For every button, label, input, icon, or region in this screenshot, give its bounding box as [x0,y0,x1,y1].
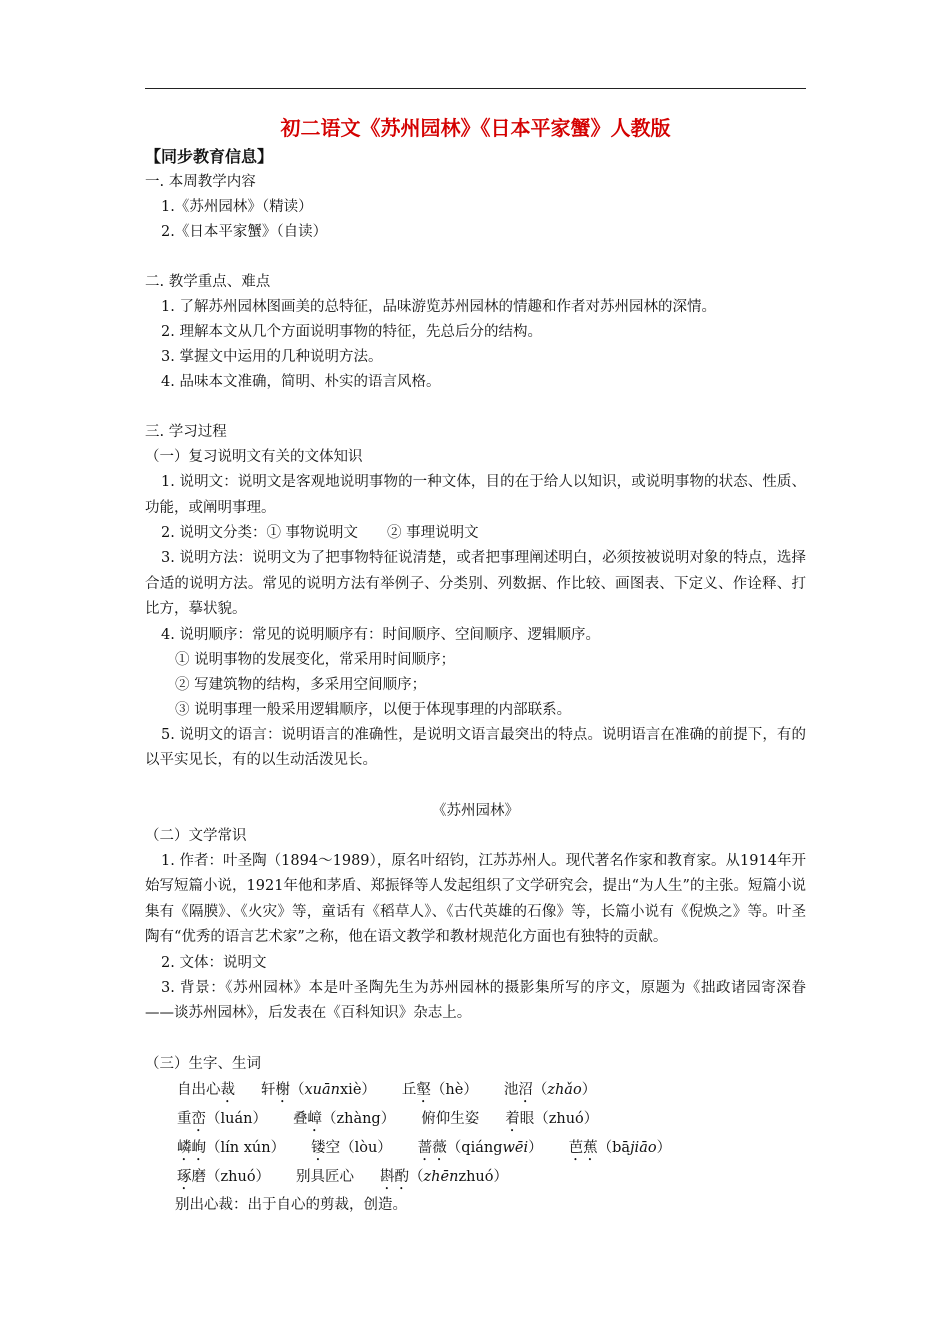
part3-subheading: （一）复习说明文有关的文体知识 [145,449,363,465]
part3-paragraph: 2. 说明文分类：① 事物说明文 ② 事理说明文 [161,525,479,541]
vocabulary-row [145,1164,806,1193]
vocabulary-item: 丘壑（hè） [401,1081,478,1098]
vocabulary-list [145,1077,806,1193]
vocabulary-item: 芭蕉（bājiāo） [568,1139,672,1156]
part4-paragraph: 1. 作者：叶圣陶（1894～1989），原名叶绍钧，江苏苏州人。现代著名作家和教育家。从1914年开始写短篇小说，1921年他和茅盾、郑振铎等人发起组织了文学研究会，提出“为人生”的主张。短篇小说集有《隔膜》、《火灾》等，童话有《稻草人》、《古代英雄的石像》等，长篇小说有《倪焕之》等。叶圣陶有“优秀的语言艺术家”之称，他在语文教学和教材规范化方面也有独特的贡献。 [145,852,806,945]
part2-item: 4. 品味本文准确，简明、朴实的语言风格。 [161,374,441,390]
part2-item: 3. 掌握文中运用的几种说明方法。 [161,349,383,365]
vocabulary-item: 轩榭（xuānxiè） [261,1081,376,1098]
part3-paragraph: 3. 说明方法：说明文为了把事物特征说清楚，或者把事理阐述明白，必须按被说明对象的特点，选择合适的说明方法。常见的说明方法有举例子、分类别、列数据、作比较、画图表、下定义、作诠释、打比方，摹状貌。 [145,550,806,617]
vocabulary-item: 嶙峋（lín xún） [177,1139,286,1156]
part2-item: 2. 理解本文从几个方面说明事物的特征，先总后分的结构。 [161,324,542,340]
vocabulary-definition: 别出心裁：出于自心的剪裁，创造。 [175,1196,407,1213]
part2-heading: 二. 教学重点、难点 [145,274,271,290]
vocabulary-row [145,1135,806,1164]
header-rule [145,88,806,89]
vocabulary-item: 重峦（luán） [177,1110,267,1127]
part3-subitem: ① 说明事物的发展变化，常采用时间顺序； [175,651,456,668]
part3-subitem: ② 写建筑物的结构，多采用空间顺序； [175,676,427,693]
vocabulary-item: 自出心裁 [177,1081,235,1098]
part2-item: 1. 了解苏州园林图画美的总特征，品味游览苏州园林的情趣和作者对苏州园林的深情。 [161,299,716,315]
part5-subheading: （三）生字、生词 [145,1055,261,1072]
vocabulary-item: 镂空（lòu） [311,1139,392,1156]
vocabulary-item: 俯仰生姿 [421,1110,480,1127]
part3-paragraph: 4. 说明顺序：常见的说明顺序有：时间顺序、空间顺序、逻辑顺序。 [161,626,600,643]
vocabulary-item: 斟酌（zhēnzhuó） [380,1168,508,1185]
vocabulary-item: 琢磨（zhuó） [177,1168,271,1185]
document-page [145,112,806,1218]
part3-paragraph: 1. 说明文：说明文是客观地说明事物的一种文体，目的在于给人以知识，或说明事物的状态、性质、功能，或阐明事理。 [145,474,806,516]
vocabulary-row [145,1106,806,1135]
part1-item: 2.《日本平家蟹》（自读） [161,224,328,240]
vocabulary-item: 叠嶂（zhàng） [292,1110,396,1127]
vocabulary-item: 着眼（zhuó） [505,1110,599,1127]
section-center-title: 《苏州园林》 [432,802,519,819]
vocabulary-item: 别具匠心 [296,1168,355,1185]
part4-subheading: （二）文学常识 [145,827,247,844]
part4-paragraph: 3. 背景：《苏州园林》本是叶圣陶先生为苏州园林的摄影集所写的序文，原题为《拙政诸园寄深眷——谈苏州园林》，后发表在《百科知识》杂志上。 [145,979,806,1021]
part3-subitem: ③ 说明事理一般采用逻辑顺序，以便于体现事理的内部联系。 [175,701,572,718]
part4-paragraph: 2. 文体：说明文 [161,954,267,971]
vocabulary-item: 蔷薇（qiángwēi） [417,1139,543,1156]
part3-paragraph: 5. 说明文的语言：说明语言的准确性，是说明文语言最突出的特点。说明语言在准确的前提下，有的以平实见长，有的以生动活泼见长。 [145,726,806,768]
document-title: 初二语文《苏州园林》《日本平家蟹》人教版 [280,116,671,140]
section-tag: 【同步教育信息】 [145,147,274,166]
vocabulary-row [145,1077,806,1106]
part1-heading: 一. 本周教学内容 [145,174,256,190]
part3-heading: 三. 学习过程 [145,424,227,440]
part1-item: 1.《苏州园林》（精读） [161,199,313,215]
vocabulary-item: 池沼（zhǎo） [503,1081,597,1098]
